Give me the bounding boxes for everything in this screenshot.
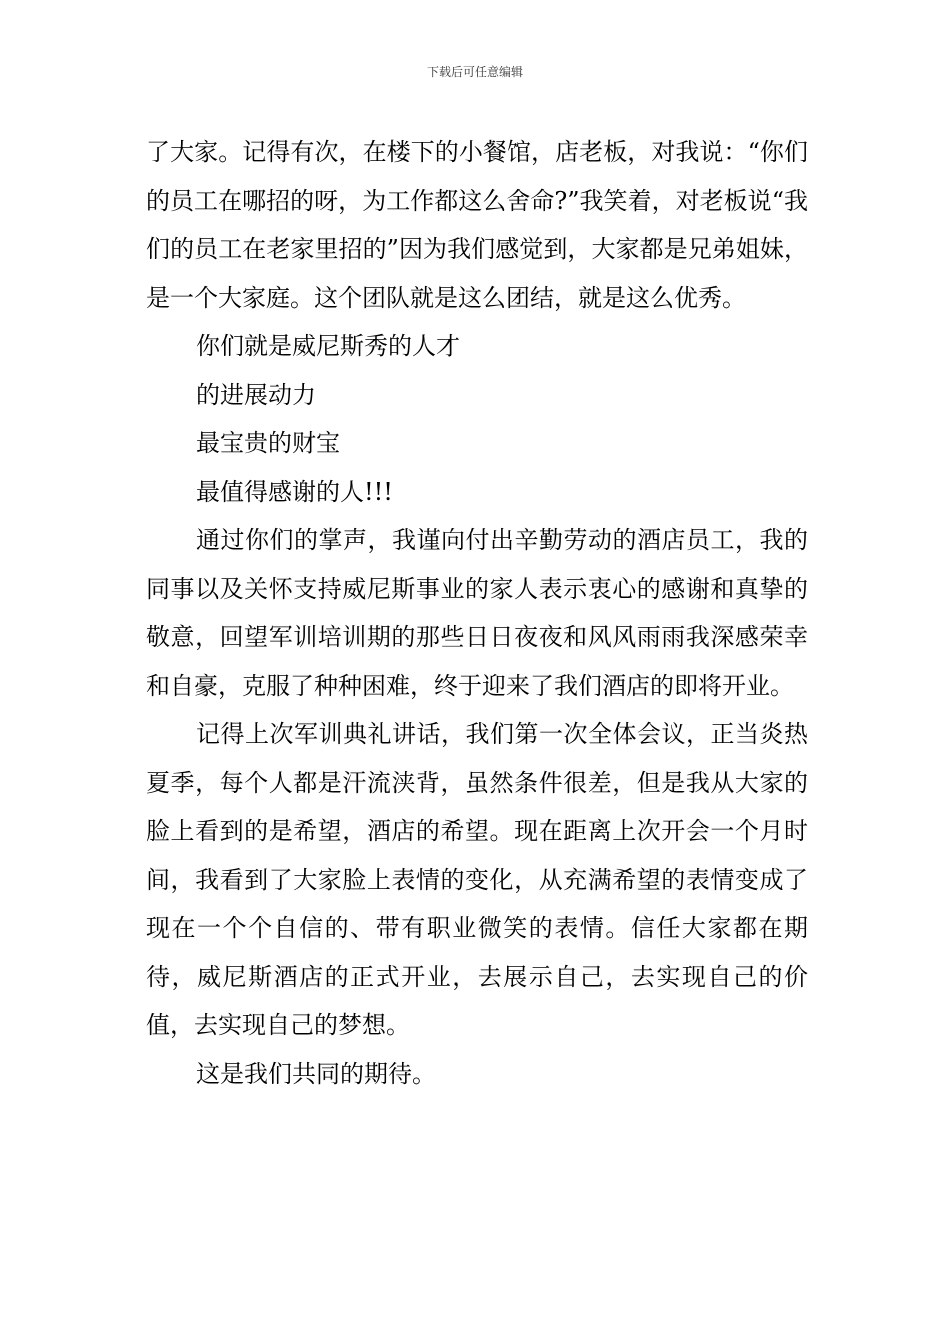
paragraph-continuation: 了大家。记得有次，在楼下的小餐馆，店老板，对我说：“你们的员工在哪招的呀，为工作都这么舍命?”我笑着，对老板说“我们的员工在老家里招的”因为我们感觉到，大家都是兄弟姐妹，是一个大家庭。这个团队就是这么团结，就是这么优秀。: [146, 138, 808, 312]
paragraph-closing: 这是我们共同的期待。: [196, 1059, 436, 1088]
paragraph-line-treasure: 最宝贵的财宝: [196, 429, 340, 457]
paragraph-memory: 记得上次军训典礼讲话，我们第一次全体会议，正当炎热夏季，每个人都是汗流浃背，虽然条件很差，但是我从大家的脸上看到的是希望，酒店的希望。现在距离上次开会一个月时间，我看到了大家脸上表情的变化，从充满希望的表情变成了现在一个个自信的、带有职业微笑的表情。信任大家都在期待，威尼斯酒店的正式开业，去展示自己，去实现自己的价值，去实现自己的梦想。: [146, 720, 808, 1039]
paragraph-line-thanks: 最值得感谢的人!!!: [196, 477, 393, 506]
paragraph-line-talent: 你们就是威尼斯秀的人才: [196, 332, 460, 360]
document-body: [146, 128, 808, 1098]
paragraph-line-drive: 的进展动力: [196, 380, 316, 409]
page-header: 下载后可任意编辑: [426, 65, 523, 79]
paragraph-gratitude: 通过你们的掌声，我谨向付出辛勤劳动的酒店员工，我的同事以及关怀支持威尼斯事业的家人表示衷心的感谢和真挚的敬意，回望军训培训期的那些日日夜夜和风风雨雨我深感荣幸和自豪，克服了种种困难，终于迎来了我们酒店的即将开业。: [146, 526, 808, 700]
